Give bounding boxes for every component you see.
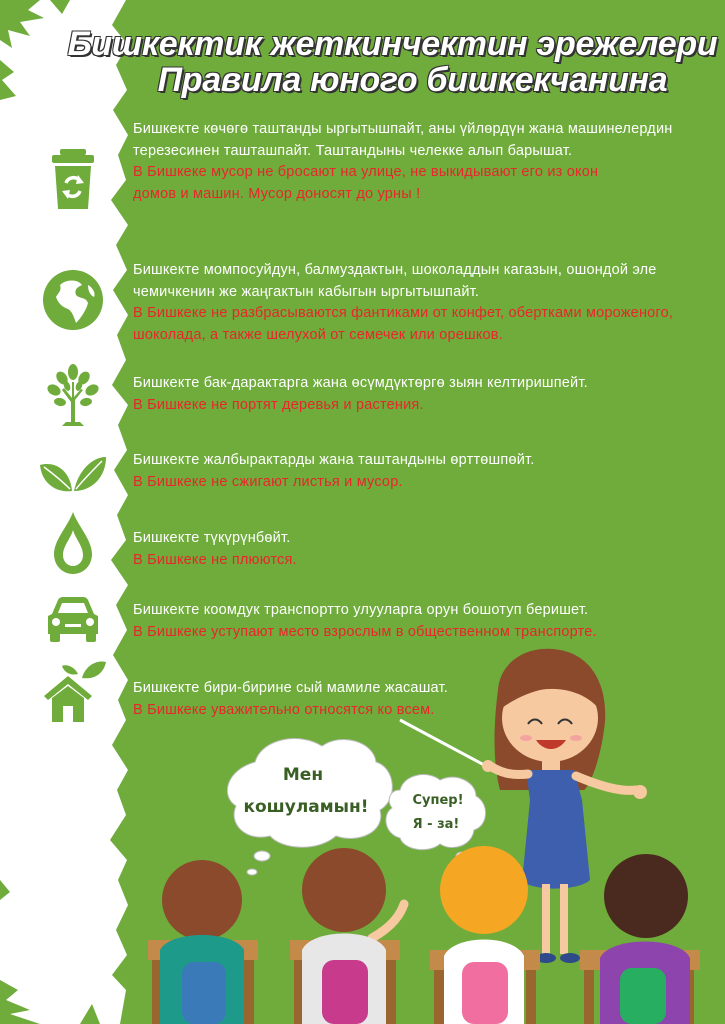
- speech-bubble-left: [227, 739, 392, 875]
- rule-text-kyrgyz: Бишкекте момпосуйдун, балмуздактын, шоколаддын кагазын, ошондой эле чемичкенин же жаңгактын кабыгын ыргытышпайт.: [133, 262, 657, 300]
- rule-text-russian: В Бишкеке мусор не бросают на улице, не выкидывают его из окон домов и машин. Мусор доносят до урны !: [133, 164, 599, 202]
- student-1: [148, 860, 258, 1024]
- rule-text-kyrgyz: Бишкекте жалбырактарды жана таштандыны өрттөшпөйт.: [133, 452, 535, 468]
- rule-text-russian: В Бишкеке уступают место взрослым в общественном транспорте.: [133, 623, 597, 640]
- rule-text-russian: В Бишкеке не сжигают листья и мусор.: [133, 473, 403, 490]
- title-russian: Правила юного бишкекчанина: [157, 61, 668, 99]
- rule-text-russian: В Бишкеке не разбрасываются фантиками от конфет, обертками мороженого, шоколада, а также шелухой от семечек или орешков.: [133, 305, 674, 343]
- rule-text-russian: В Бишкеке уважительно относятся ко всем.: [133, 701, 435, 718]
- rule-text-kyrgyz: Бишкекте бири-бирине сый мамиле жасашат.: [133, 680, 448, 696]
- rule-text-kyrgyz: Бишкекте бак-дарактарга жана өсүмдүктөргө зыян келтиришпейт.: [133, 375, 588, 391]
- bubble-right-line2: Я - за!: [412, 817, 460, 832]
- rule-text-russian: В Бишкеке не портят деревья и растения.: [133, 396, 424, 413]
- student-2: [290, 848, 404, 1024]
- rule-text-kyrgyz: Бишкекте коомдук транспортто улууларга орун бошотуп беришет.: [133, 602, 589, 618]
- bubble-left-line2: кошуламын!: [243, 797, 369, 817]
- student-3: [430, 846, 540, 1024]
- title-kyrgyz: Бишкектик жеткинчектин эрежелери: [67, 25, 718, 63]
- bubble-left-line1: Мен: [282, 765, 324, 785]
- rule-text-kyrgyz: Бишкекте түкүрүнбөйт.: [133, 530, 291, 546]
- rule-text-kyrgyz: Бишкекте көчөгө таштанды ыргытышпайт, аны үйлөрдүн жана машинелердин терезесинен ташташпайт. Таштандыны челекке алып барышат.: [133, 121, 673, 159]
- rule-text-russian: В Бишкеке не плюются.: [133, 551, 297, 568]
- bubble-right-line1: Супер!: [412, 793, 464, 808]
- student-4: [580, 854, 700, 1024]
